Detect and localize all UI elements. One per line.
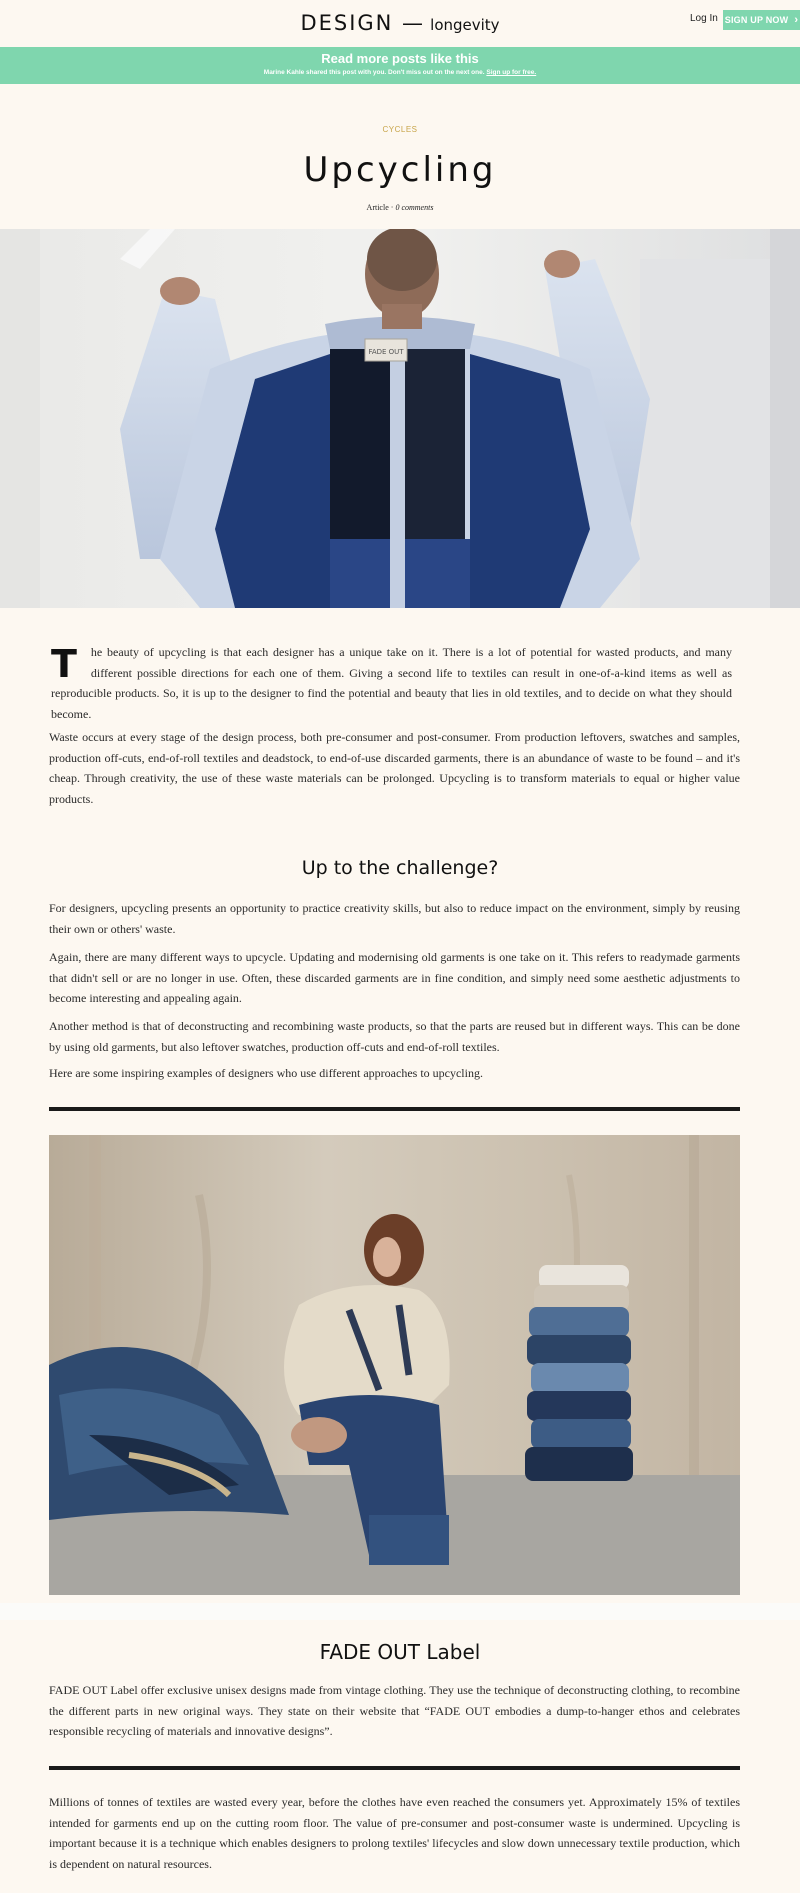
banner-subtitle xyxy=(0,69,800,76)
divider-rule xyxy=(49,1107,740,1111)
signup-label: SIGN UP NOW xyxy=(724,15,789,25)
brand-main: DESIGN — xyxy=(300,11,426,35)
brand-sub: longevity xyxy=(430,16,500,34)
fade-out-photo xyxy=(49,1135,740,1595)
paragraph-waste: Waste occurs at every stage of the design process, both pre-consumer and post-consumer. From production leftovers, swatches and samples, production off-cuts, end-of-roll textiles and deadstock, to end-of-use discarded garments, there is an abundance of waste to be found – and it's cheap. Through creativity, the use of these waste materials can be prolonged. Upcycling is to transform materials to equal or higher value products. xyxy=(49,730,740,806)
paragraph-ways: Again, there are many different ways to upcycle. Updating and modernising old garments is one take on it. This refers to readymade garments that didn't sell or are no longer in use. Often, these discarded garments are in fine condition, and simply need some aesthetic adjustments to become interesting and appealing again. xyxy=(49,950,740,1005)
meta-separator: · xyxy=(390,203,394,212)
article-meta xyxy=(0,203,800,212)
intro-paragraph xyxy=(51,642,732,724)
paragraph-method: Another method is that of deconstructing and recombining waste products, so that the parts are reused but in different ways. This can be done by using old garments, but also leftover swatches, production off-cuts and end-of-roll textiles. xyxy=(49,1019,740,1054)
chevron-right-icon: › xyxy=(794,14,799,26)
site-logo[interactable] xyxy=(0,11,800,35)
subscribe-banner xyxy=(0,47,800,84)
section-heading-fade-out: FADE OUT Label xyxy=(319,1640,481,1664)
paragraph-waste-stats: Millions of tonnes of textiles are wasted every year, before the clothes have even reached the consumers yet. Approximately 15% of textiles intended for garments end up on the cutting room floor. The value of pre-consumer and post-consumer waste is undermined. Upcycling is important because it is a technique which enables designers to prolong textiles' lifecycles and slow down unnecessary textile production, which is dependent on natural resources. xyxy=(49,1795,740,1871)
signup-button[interactable] xyxy=(723,10,800,30)
divider-rule-2 xyxy=(49,1766,740,1770)
page-title: Upcycling xyxy=(303,150,497,190)
hero-image xyxy=(0,229,800,608)
intro-text: he beauty of upcycling is that each designer has a unique take on it. There is a lot of potential for wasted products, and many different possible directions for each one of them. Giving a second life to textiles can result in one-of-a-kind items as well as reproducible products. So, it is up to the designer to find the potential and beauty that lies in old textiles, and to decide on what they should become. xyxy=(51,645,732,721)
section-heading-challenge: Up to the challenge? xyxy=(301,857,499,879)
paragraph-fade-out: FADE OUT Label offer exclusive unisex designs made from vintage clothing. They use the technique of deconstructing clothing, to recombine the different parts in new original ways. They state on their website that “FADE OUT embodies a dump-to-hanger ethos and celebrates responsible recycling of materials and innovative designs”. xyxy=(49,1683,740,1738)
banner-subtitle-text: Marine Kahle shared this post with you. Don't miss out on the next one. xyxy=(263,69,485,76)
image-caption-band xyxy=(0,1603,800,1620)
banner-title: Read more posts like this xyxy=(321,51,479,66)
comments-link[interactable]: 0 comments xyxy=(395,203,434,212)
article-category[interactable]: CYCLES xyxy=(382,125,418,134)
login-link[interactable]: Log In xyxy=(690,13,718,24)
paragraph-designers: For designers, upcycling presents an opportunity to practice creativity skills, but also to reduce impact on the environment, simply by reusing their own or others' waste. xyxy=(49,901,740,936)
paragraph-examples: Here are some inspiring examples of designers who use different approaches to upcycling. xyxy=(49,1066,483,1080)
hero-patch-label: FADE OUT xyxy=(368,348,404,356)
top-bar xyxy=(0,0,800,47)
drop-cap: T xyxy=(51,642,77,686)
banner-signup-link[interactable]: Sign up for free. xyxy=(486,69,537,76)
article-type: Article xyxy=(366,203,389,212)
